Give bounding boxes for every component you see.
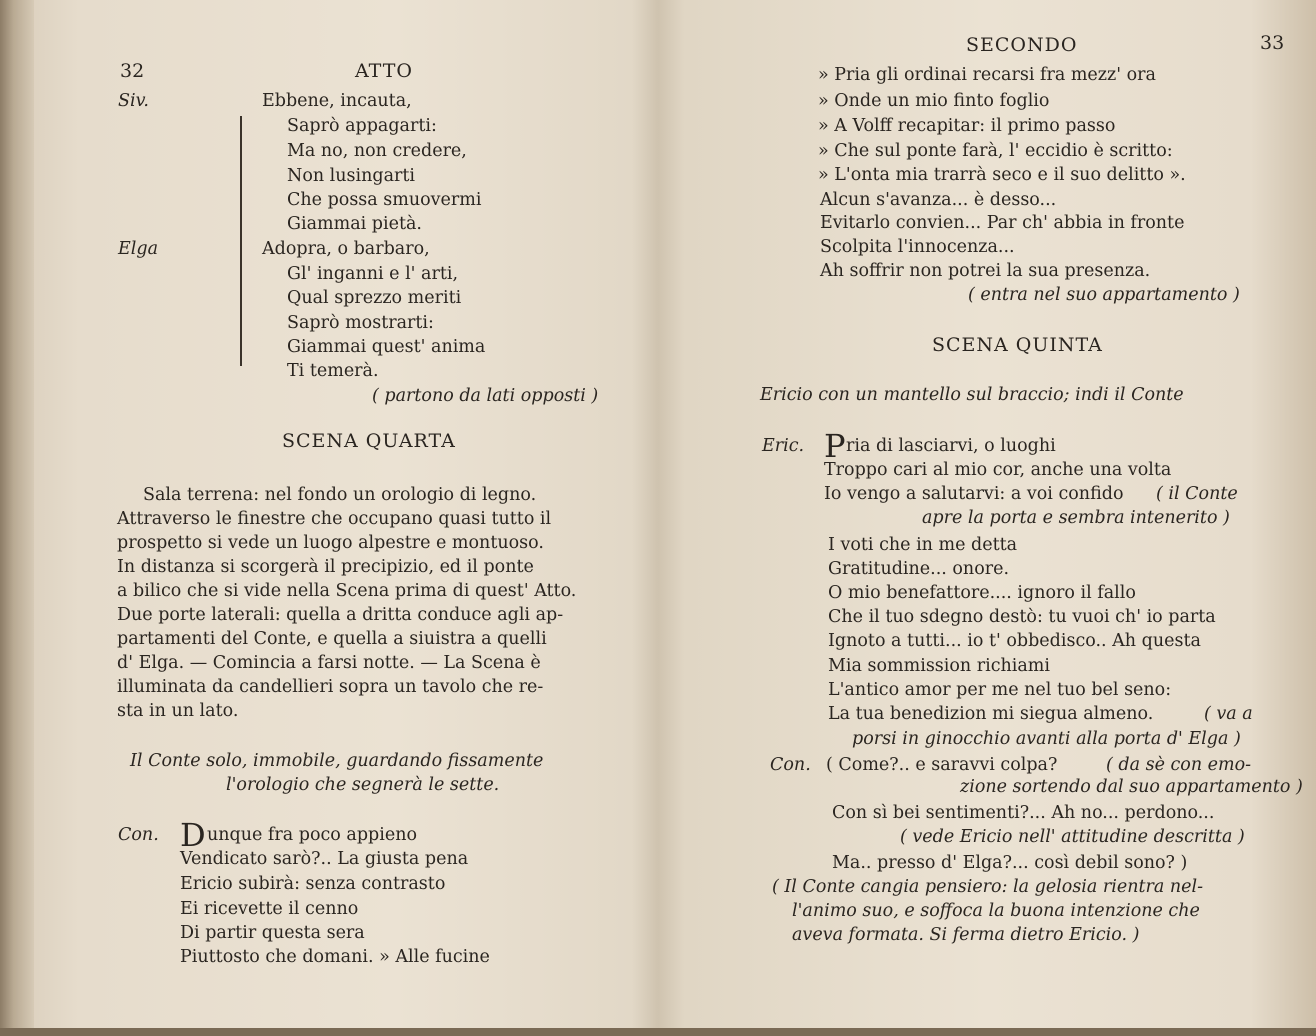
verse-line: Ericio subirà: senza contrasto xyxy=(180,874,446,894)
stage-direction: apre la porta e sembra intenerito ) xyxy=(922,508,1230,528)
verse-line: ( Come?.. e saravvi colpa? xyxy=(826,755,1058,775)
verse-line: Giammai pietà. xyxy=(287,214,422,234)
verse-line: Di partir questa sera xyxy=(180,923,365,943)
verse-line: Ti temerà. xyxy=(287,361,379,381)
final-direction: l'animo suo, e soffoca la buona intenzione che xyxy=(792,901,1200,921)
verse-line: Gratitudine... onore. xyxy=(828,559,1010,579)
description-line: Due porte laterali: quella a dritta conduce agli ap- xyxy=(117,605,564,625)
verse-line: Ignoto a tutti... io t' obbedisco.. Ah questa xyxy=(828,631,1201,651)
verse-line: Ma.. presso d' Elga?... così debil sono? ) xyxy=(832,853,1188,873)
verse-line: » Pria gli ordinai recarsi fra mezz' ora xyxy=(818,65,1156,85)
speaker-label: Con. xyxy=(770,755,811,775)
verse-line: Saprò appagarti: xyxy=(287,116,437,136)
drop-cap: D xyxy=(180,816,206,854)
description-line: sta in un lato. xyxy=(117,701,239,721)
verse-line: L'antico amor per me nel tuo bel seno: xyxy=(828,680,1172,700)
running-head: ATTO xyxy=(355,60,413,82)
verse-line: Ei ricevette il cenno xyxy=(180,899,359,919)
verse-line: I voti che in me detta xyxy=(828,535,1018,555)
verse-line: Adopra, o barbaro, xyxy=(262,239,430,259)
speaker-label: Eric. xyxy=(762,436,805,456)
verse-line: La tua benedizion mi siegua almeno. xyxy=(828,704,1154,724)
speaker-label: Siv. xyxy=(118,91,149,111)
stage-direction: Il Conte solo, immobile, guardando fissamente xyxy=(130,751,544,771)
stage-direction: porsi in ginocchio avanti alla porta d' Elga ) xyxy=(852,729,1241,749)
verse-line: Io vengo a salutarvi: a voi confido xyxy=(824,484,1124,504)
verse-line: Saprò mostrarti: xyxy=(287,313,434,333)
verse-line: » Che sul ponte farà, l' eccidio è scritto: xyxy=(818,141,1173,161)
description-line: illuminata da candellieri sopra un tavolo che re- xyxy=(117,677,544,697)
verse-line: Non lusingarti xyxy=(287,166,416,186)
stage-direction: ( il Conte xyxy=(1156,484,1238,504)
verse-line: ria di lasciarvi, o luoghi xyxy=(846,436,1056,456)
stage-direction: ( vede Ericio nell' attitudine descritta ) xyxy=(900,827,1245,847)
verse-line: Vendicato sarò?.. La giusta pena xyxy=(180,849,469,869)
description-line: a bilico che si vide nella Scena prima di quest' Atto. xyxy=(117,581,577,601)
verse-line: Evitarlo convien... Par ch' abbia in fronte xyxy=(820,213,1185,233)
verse-line: Che possa smuovermi xyxy=(287,190,482,210)
description-line: Attraverso le finestre che occupano quasi tutto il xyxy=(117,509,552,529)
stage-direction: ( da sè con emo- xyxy=(1106,755,1252,775)
verse-line: O mio benefattore.... ignoro il fallo xyxy=(828,583,1136,603)
verse-line: Ebbene, incauta, xyxy=(262,91,412,111)
verse-line: » Onde un mio finto foglio xyxy=(818,91,1050,111)
verse-line: Ah soffrir non potrei la sua presenza. xyxy=(820,261,1151,281)
verse-line: Ma no, non credere, xyxy=(287,141,467,161)
stage-direction: l'orologio che segnerà le sette. xyxy=(226,775,500,795)
final-direction: ( Il Conte cangia pensiero: la gelosia rientra nel- xyxy=(772,877,1204,897)
stage-direction: ( va a xyxy=(1204,704,1253,724)
running-head: SECONDO xyxy=(966,34,1078,56)
exit-direction: ( partono da lati opposti ) xyxy=(372,386,599,406)
verse-line: Troppo cari al mio cor, anche una volta xyxy=(824,460,1172,480)
verse-line: » L'onta mia trarrà seco e il suo delitto ». xyxy=(818,165,1186,185)
verse-line: Gl' inganni e l' arti, xyxy=(287,264,459,284)
final-direction: aveva formata. Si ferma dietro Ericio. ) xyxy=(792,925,1140,945)
description-line: d' Elga. — Comincia a farsi notte. — La Scena è xyxy=(117,653,541,673)
description-line: prospetto si vede un luogo alpestre e montuoso. xyxy=(117,533,544,553)
page-number: 33 xyxy=(1260,32,1285,54)
scene-title: SCENA QUINTA xyxy=(932,334,1103,356)
verse-line: Alcun s'avanza... è desso... xyxy=(820,190,1057,210)
verse-line: Che il tuo sdegno destò: tu vuoi ch' io parta xyxy=(828,607,1216,627)
drop-cap: P xyxy=(824,427,846,465)
verse-line: Scolpita l'innocenza... xyxy=(820,237,1015,257)
verse-line: unque fra poco appieno xyxy=(207,825,418,845)
speaker-label: Elga xyxy=(118,239,159,259)
speaker-label: Con. xyxy=(118,825,159,845)
stage-direction: zione sortendo dal suo appartamento ) xyxy=(960,777,1303,797)
verse-line: Qual sprezzo meriti xyxy=(287,288,462,308)
exit-direction: ( entra nel suo appartamento ) xyxy=(968,285,1240,305)
verse-line: Giammai quest' anima xyxy=(287,337,486,357)
scene-characters: Ericio con un mantello sul braccio; indi il Conte xyxy=(760,385,1184,405)
verse-line: Piuttosto che domani. » Alle fucine xyxy=(180,947,490,967)
duet-brace xyxy=(240,116,242,366)
description-line: In distanza si scorgerà il precipizio, ed il ponte xyxy=(117,557,534,577)
right-page xyxy=(660,0,1316,1036)
scene-title: SCENA QUARTA xyxy=(282,430,456,452)
verse-line: Mia sommission richiami xyxy=(828,656,1050,676)
description-line: partamenti del Conte, e quella a siuistra a quelli xyxy=(117,629,547,649)
verse-line: Con sì bei sentimenti?... Ah no... perdono... xyxy=(832,803,1215,823)
description-line: Sala terrena: nel fondo un orologio di legno. xyxy=(143,485,537,505)
page-number: 32 xyxy=(120,60,145,82)
verse-line: » A Volff recapitar: il primo passo xyxy=(818,116,1116,136)
book-edge-bottom xyxy=(0,1028,1316,1036)
